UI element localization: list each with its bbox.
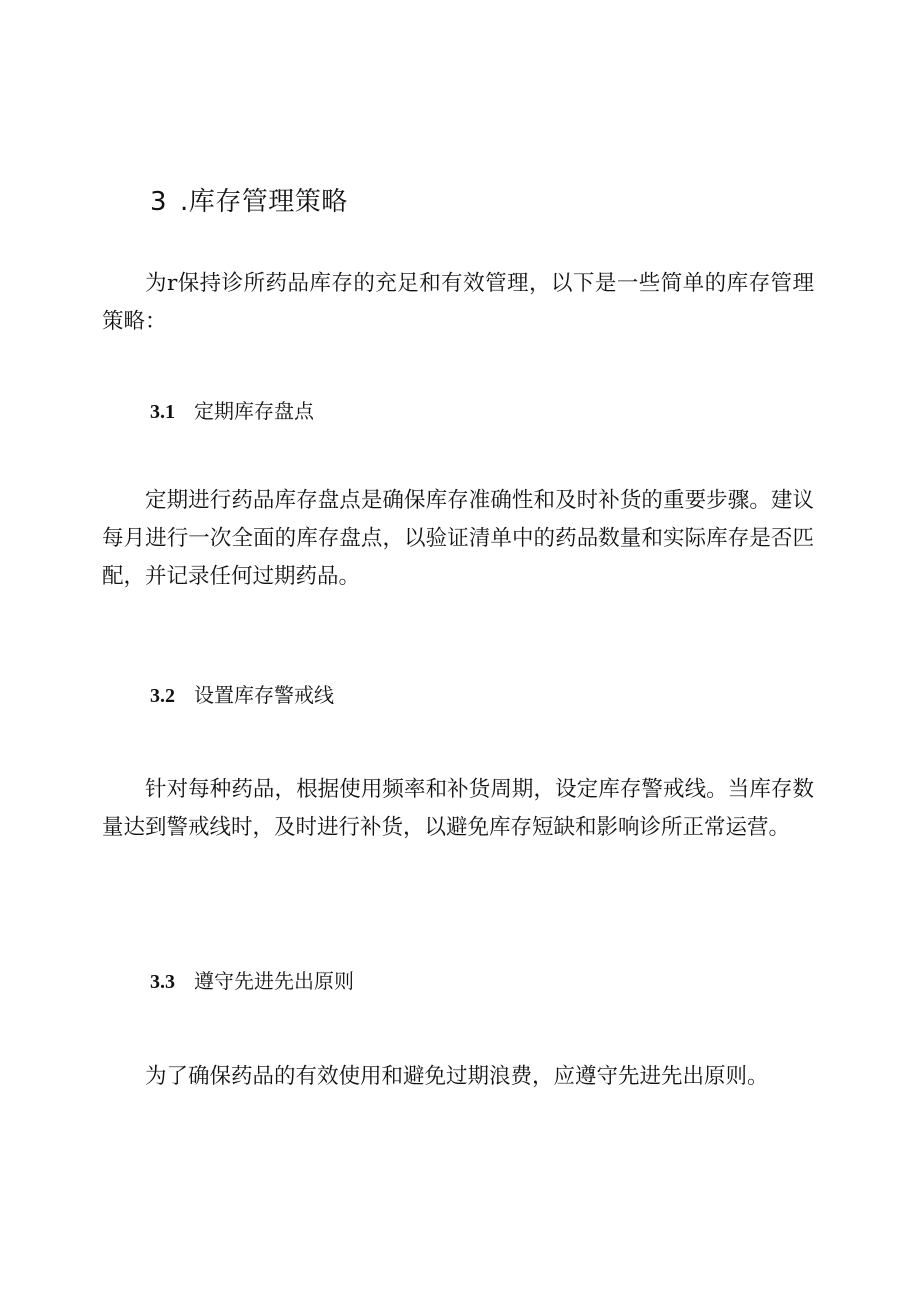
subsection-number: 3.3 — [150, 971, 175, 993]
subsection-heading-3-2 — [150, 680, 334, 711]
subsection-body-3-2: 针对每种药品，根据使用频率和补货周期，设定库存警戒线。当库存数量达到警戒线时，及时进行补货，以避免库存短缺和影响诊所正常运营。 — [102, 777, 814, 840]
subsection-number: 3.2 — [150, 685, 175, 707]
section-heading — [150, 182, 348, 222]
section-title: .库存管理策略 — [180, 187, 348, 217]
subsection-body-3-3: 为了确保药品的有效使用和避免过期浪费，应遵守先进先出原则。 — [145, 1064, 769, 1089]
subsection-number: 3.1 — [150, 401, 175, 423]
section-intro: 为r保持诊所药品库存的充足和有效管理，以下是一些简单的库存管理策略： — [102, 271, 814, 334]
subsection-title: 定期库存盘点 — [194, 399, 314, 423]
section-number: 3 — [150, 187, 168, 217]
subsection-heading-3-3 — [150, 966, 354, 997]
subsection-title: 设置库存警戒线 — [194, 683, 334, 707]
subsection-title: 遵守先进先出原则 — [194, 969, 354, 993]
subsection-body-3-1: 定期进行药品库存盘点是确保库存准确性和及时补货的重要步骤。建议每月进行一次全面的库存盘点，以验证清单中的药品数量和实际库存是否匹配，并记录任何过期药品。 — [102, 488, 814, 589]
subsection-heading-3-1 — [150, 396, 314, 427]
